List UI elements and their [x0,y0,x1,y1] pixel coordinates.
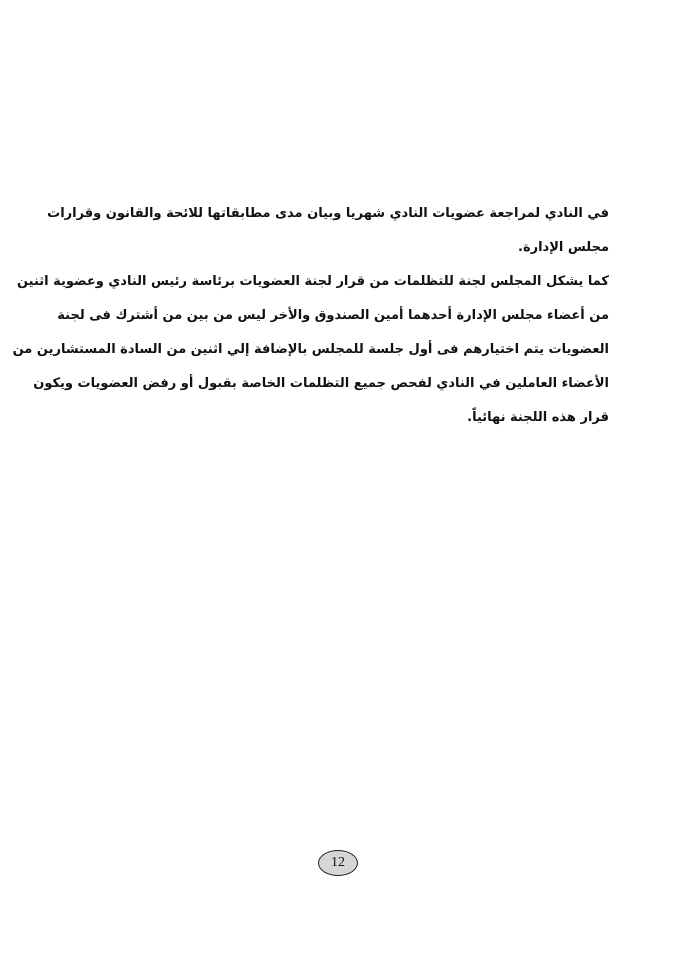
text-line-5: العضويات يتم اختيارهم فى أول جلسة للمجلس بالإضافة إلي اثنين من السادة المستشارين من [12,342,609,357]
page-number-badge: 12 [318,850,358,876]
text-line-3: كما يشكل المجلس لجنة للتظلمات من قرار لجنة العضويات برئاسة رئيس النادي وعضوية اثنين [16,274,609,289]
body-text [12,197,609,435]
text-line-7: قرار هذه اللجنة نهائياً. [467,410,609,425]
text-line-1: في النادي لمراجعة عضويات النادي شهريا وبيان مدى مطابقاتها للائحة والقانون وقرارات [47,206,609,221]
text-line-6: الأعضاء العاملين في النادي لفحص جميع التظلمات الخاصة بقبول أو رفض العضويات ويكون [33,376,609,391]
text-line-2: مجلس الإدارة. [518,240,609,255]
text-line-4: من أعضاء مجلس الإدارة أحدهما أمين الصندوق والأخر ليس من بين من أشترك فى لجنة [57,308,609,323]
